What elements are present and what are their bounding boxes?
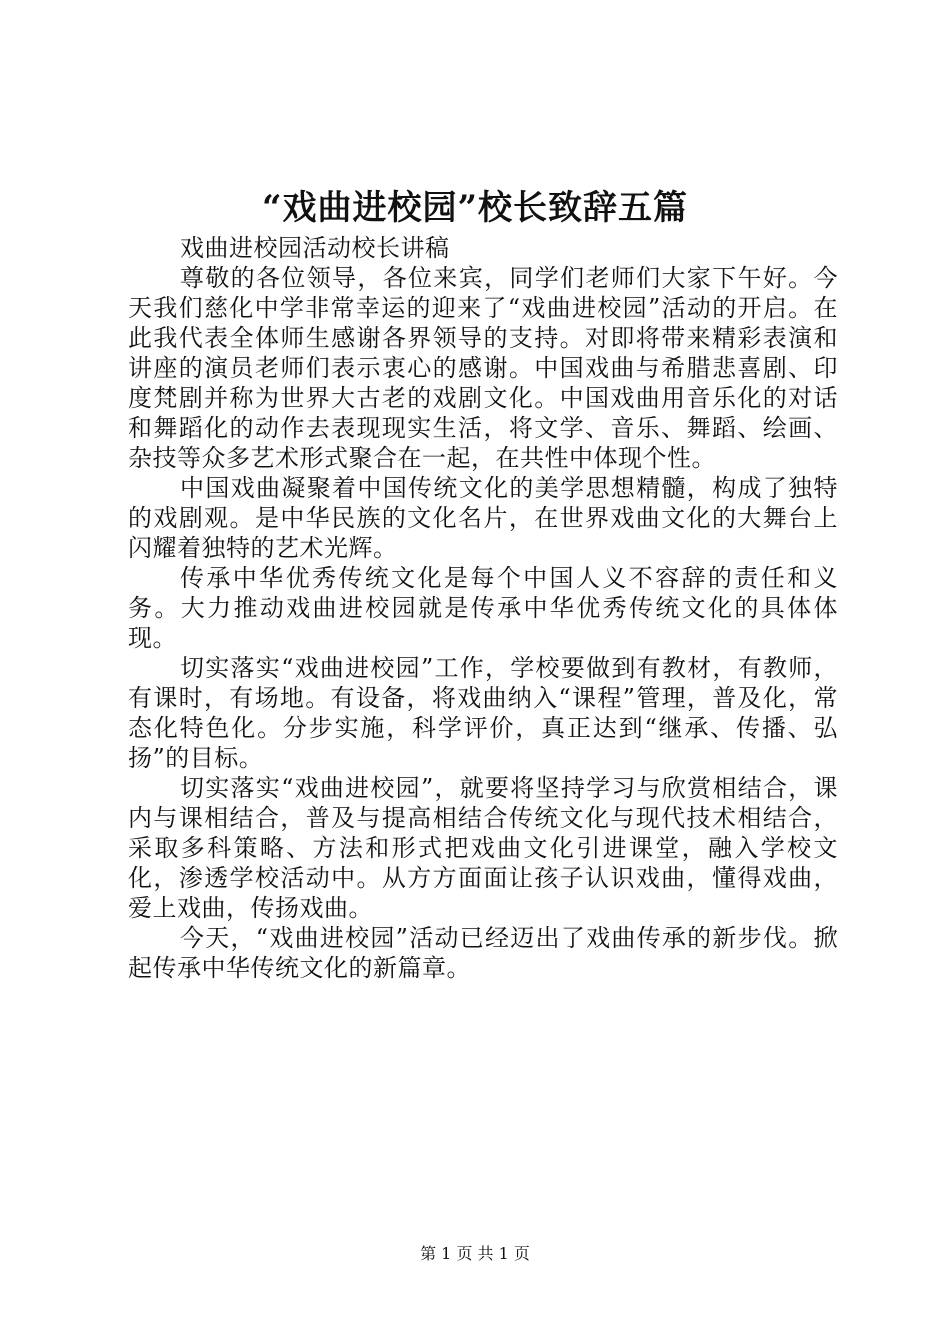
paragraph: 切实落实“戏曲进校园”工作，学校要做到有教材，有教师，有课时，有场地。有设备，将戏曲纳入“课程”管理，普及化，常态化特色化。分步实施，科学评价，真正达到“继承、传播、弘扬”的目标。 [128,654,838,772]
paragraph: 中国戏曲凝聚着中国传统文化的美学思想精髓，构成了独特的戏剧观。是中华民族的文化名片，在世界戏曲文化的大舞台上闪耀着独特的艺术光辉。 [128,474,838,562]
page-footer: 第 1 页 共 1 页 [420,1244,530,1263]
document-title: “戏曲进校园”校长致辞五篇 [261,188,689,228]
paragraph: 切实落实“戏曲进校园”，就要将坚持学习与欣赏相结合，课内与课相结合，普及与提高相结合传统文化与现代技术相结合，采取多科策略、方法和形式把戏曲文化引进课堂，融入学校文化，渗透学校活动中。从方方面面让孩子认识戏曲，懂得戏曲，爱上戏曲，传扬戏曲。 [128,774,838,922]
paragraph: 今天，“戏曲进校园”活动已经迈出了戏曲传承的新步伐。掀起传承中华传统文化的新篇章。 [128,924,838,982]
subtitle: 戏曲进校园活动校长讲稿 [180,234,450,262]
paragraph: 尊敬的各位领导，各位来宾，同学们老师们大家下午好。今天我们慈化中学非常幸运的迎来了“戏曲进校园”活动的开启。在此我代表全体师生感谢各界领导的支持。对即将带来精彩表演和讲座的演员老师们表示衷心的感谢。中国戏曲与希腊悲喜剧、印度梵剧并称为世界大古老的戏剧文化。中国戏曲用音乐化的对话和舞蹈化的动作去表现现实生活，将文学、音乐、舞蹈、绘画、杂技等众多艺术形式聚合在一起，在共性中体现个性。 [128,264,838,472]
paragraph: 传承中华优秀传统文化是每个中国人义不容辞的责任和义务。大力推动戏曲进校园就是传承中华优秀传统文化的具体体现。 [128,564,838,652]
document-body [128,233,838,983]
